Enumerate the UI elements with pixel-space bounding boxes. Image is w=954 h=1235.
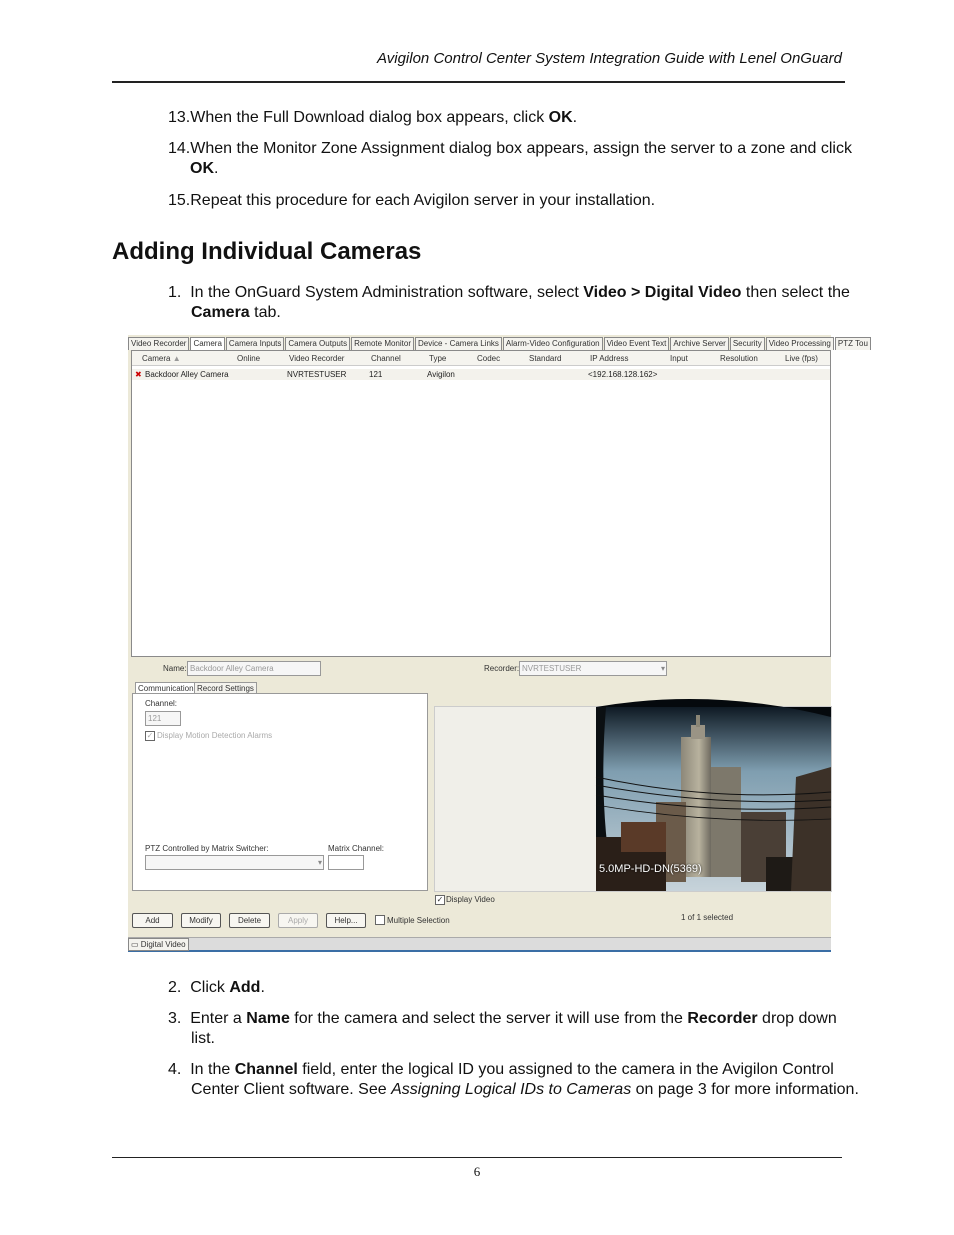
table-row[interactable] — [132, 369, 830, 380]
step-number: 1. — [168, 284, 182, 301]
tab-alarm-video-configuration[interactable]: Alarm-Video Configuration — [503, 337, 603, 350]
step-2 — [168, 978, 863, 998]
matrix-channel-label: Matrix Channel: — [328, 844, 385, 853]
digital-video-screenshot — [128, 335, 868, 951]
step-14 — [168, 139, 862, 179]
step-number: 4. — [168, 1061, 182, 1078]
cell-ip: <192.168.128.162> — [588, 370, 658, 379]
multiple-selection-checkbox[interactable] — [375, 915, 385, 925]
cell-channel: 121 — [369, 370, 383, 379]
chevron-down-icon: ▾ — [660, 664, 665, 673]
step-bold: Add — [229, 979, 261, 996]
tab-video-event-text[interactable]: Video Event Text — [604, 337, 670, 350]
channel-field[interactable]: 121 — [145, 711, 181, 726]
multiple-selection-label: Multiple Selection — [387, 916, 450, 925]
step-text: then select the — [741, 284, 850, 301]
running-header: Avigilon Control Center System Integration Guide with Lenel OnGuard — [377, 50, 842, 67]
subtab-communication[interactable]: Communication — [135, 682, 197, 694]
camera-offline-icon: ✖ — [135, 370, 142, 379]
cell-camera: Backdoor Alley Camera — [145, 370, 229, 379]
step-text: Enter a — [190, 1010, 247, 1027]
col-type[interactable]: Type — [429, 354, 447, 363]
tab-video-processing[interactable]: Video Processing — [766, 337, 834, 350]
step-text: drop down list. — [191, 1010, 837, 1047]
step-number: 13. — [168, 109, 191, 126]
step-number: 3. — [168, 1010, 182, 1027]
col-online[interactable]: Online — [237, 354, 261, 363]
step-text-end: . — [214, 160, 219, 177]
window-tab-digital-video[interactable] — [128, 938, 189, 951]
channel-label: Channel: — [145, 699, 178, 708]
step-text: Repeat this procedure for each Avigilon server in your installation. — [190, 192, 656, 209]
step-bold: Recorder — [687, 1010, 758, 1027]
step-1 — [168, 283, 863, 323]
taskbar — [128, 937, 831, 952]
step-text: In the OnGuard System Administration software, select — [190, 284, 584, 301]
step-text: . — [260, 979, 265, 996]
step-3 — [168, 1009, 863, 1049]
tab-ptz-tour[interactable]: PTZ Tou — [835, 337, 871, 350]
tab-camera-inputs[interactable]: Camera Inputs — [226, 337, 284, 350]
apply-button[interactable]: Apply — [278, 913, 318, 928]
col-live-fps[interactable]: Live (fps) — [785, 354, 818, 363]
motion-alarms-label: Display Motion Detection Alarms — [157, 731, 273, 740]
display-video-checkbox[interactable]: ✓ — [436, 895, 444, 904]
step-text: Click — [190, 979, 230, 996]
step-bold: Video > Digital Video — [583, 284, 742, 301]
step-bold: OK — [548, 109, 573, 126]
col-camera[interactable] — [142, 354, 181, 363]
tab-camera-outputs[interactable]: Camera Outputs — [285, 337, 350, 350]
cell-recorder: NVRTESTUSER — [287, 370, 347, 379]
tab-remote-monitor[interactable]: Remote Monitor — [351, 337, 414, 350]
step-text-end: . — [572, 109, 578, 126]
communication-panel — [132, 693, 428, 891]
camera-list[interactable] — [131, 350, 831, 657]
step-text: for the camera and select the server it will use from the — [289, 1010, 688, 1027]
col-codec[interactable]: Codec — [477, 354, 501, 363]
name-field[interactable]: Backdoor Alley Camera — [187, 661, 321, 676]
tab-video-recorder[interactable]: Video Recorder — [128, 337, 189, 350]
chevron-down-icon: ▾ — [317, 858, 322, 867]
step-text: In the — [190, 1061, 235, 1078]
col-resolution[interactable]: Resolution — [720, 354, 758, 363]
col-ip-address[interactable]: IP Address — [590, 354, 629, 363]
step-bold: OK — [190, 160, 214, 177]
step-text: field, enter the logical ID you assigned to the camera in the Avigilon Control Center Client software. See — [191, 1061, 834, 1098]
step-number: 15. — [168, 192, 191, 209]
camera-image — [596, 707, 831, 891]
camera-model-overlay: 5.0MP-HD-DN(5369) — [599, 863, 702, 875]
subtab-record-settings[interactable]: Record Settings — [194, 682, 257, 694]
col-channel[interactable]: Channel — [371, 354, 401, 363]
step-text: When the Monitor Zone Assignment dialog box appears, assign the server to a zone and click — [190, 140, 852, 157]
recorder-select[interactable] — [519, 661, 667, 676]
sort-ascending-icon: ▲ — [172, 354, 181, 363]
step-15 — [168, 191, 862, 211]
ptz-label: PTZ Controlled by Matrix Switcher: — [145, 844, 269, 853]
step-text: on page 3 for more information. — [631, 1081, 859, 1098]
step-number: 2. — [168, 979, 182, 996]
add-button[interactable]: Add — [132, 913, 173, 928]
column-headers — [132, 351, 830, 366]
tab-device-camera-links[interactable]: Device - Camera Links — [415, 337, 502, 350]
tab-camera[interactable]: Camera — [190, 337, 224, 350]
matrix-channel-field[interactable] — [328, 855, 364, 870]
name-label: Name: — [163, 664, 187, 673]
page-number: 6 — [473, 1164, 481, 1179]
footer-rule — [112, 1157, 842, 1158]
help-button[interactable]: Help... — [326, 913, 366, 928]
step-text: When the Full Download dialog box appears, click — [190, 109, 549, 126]
col-input[interactable]: Input — [670, 354, 688, 363]
step-number: 14. — [168, 140, 191, 157]
tab-security[interactable]: Security — [730, 337, 765, 350]
tab-archive-server[interactable]: Archive Server — [670, 337, 728, 350]
video-preview — [434, 706, 832, 892]
step-13 — [168, 108, 862, 128]
video-window-icon: ▭ — [131, 940, 139, 949]
section-title: Adding Individual Cameras — [112, 238, 422, 265]
step-bold: Camera — [191, 304, 250, 321]
motion-alarms-checkbox[interactable]: ✓ — [146, 731, 154, 740]
modify-button[interactable]: Modify — [181, 913, 221, 928]
step-bold: Name — [246, 1010, 290, 1027]
ptz-select[interactable] — [145, 855, 324, 870]
col-camera-label: Camera — [142, 354, 171, 363]
step-cross-reference: Assigning Logical IDs to Cameras — [391, 1081, 632, 1098]
recorder-value: NVRTESTUSER — [522, 664, 582, 673]
window-tab-label: Digital Video — [140, 940, 186, 949]
cell-type: Avigilon — [427, 370, 455, 379]
tab-strip — [128, 337, 872, 350]
col-standard[interactable]: Standard — [529, 354, 562, 363]
step-4 — [168, 1060, 863, 1100]
col-video-recorder[interactable]: Video Recorder — [289, 354, 345, 363]
recorder-label: Recorder: — [484, 664, 520, 673]
delete-button[interactable]: Delete — [229, 913, 270, 928]
display-video-label: Display Video — [446, 895, 495, 904]
step-text: tab. — [249, 304, 281, 321]
header-rule — [112, 81, 845, 83]
step-bold: Channel — [234, 1061, 298, 1078]
selection-status: 1 of 1 selected — [681, 913, 734, 922]
